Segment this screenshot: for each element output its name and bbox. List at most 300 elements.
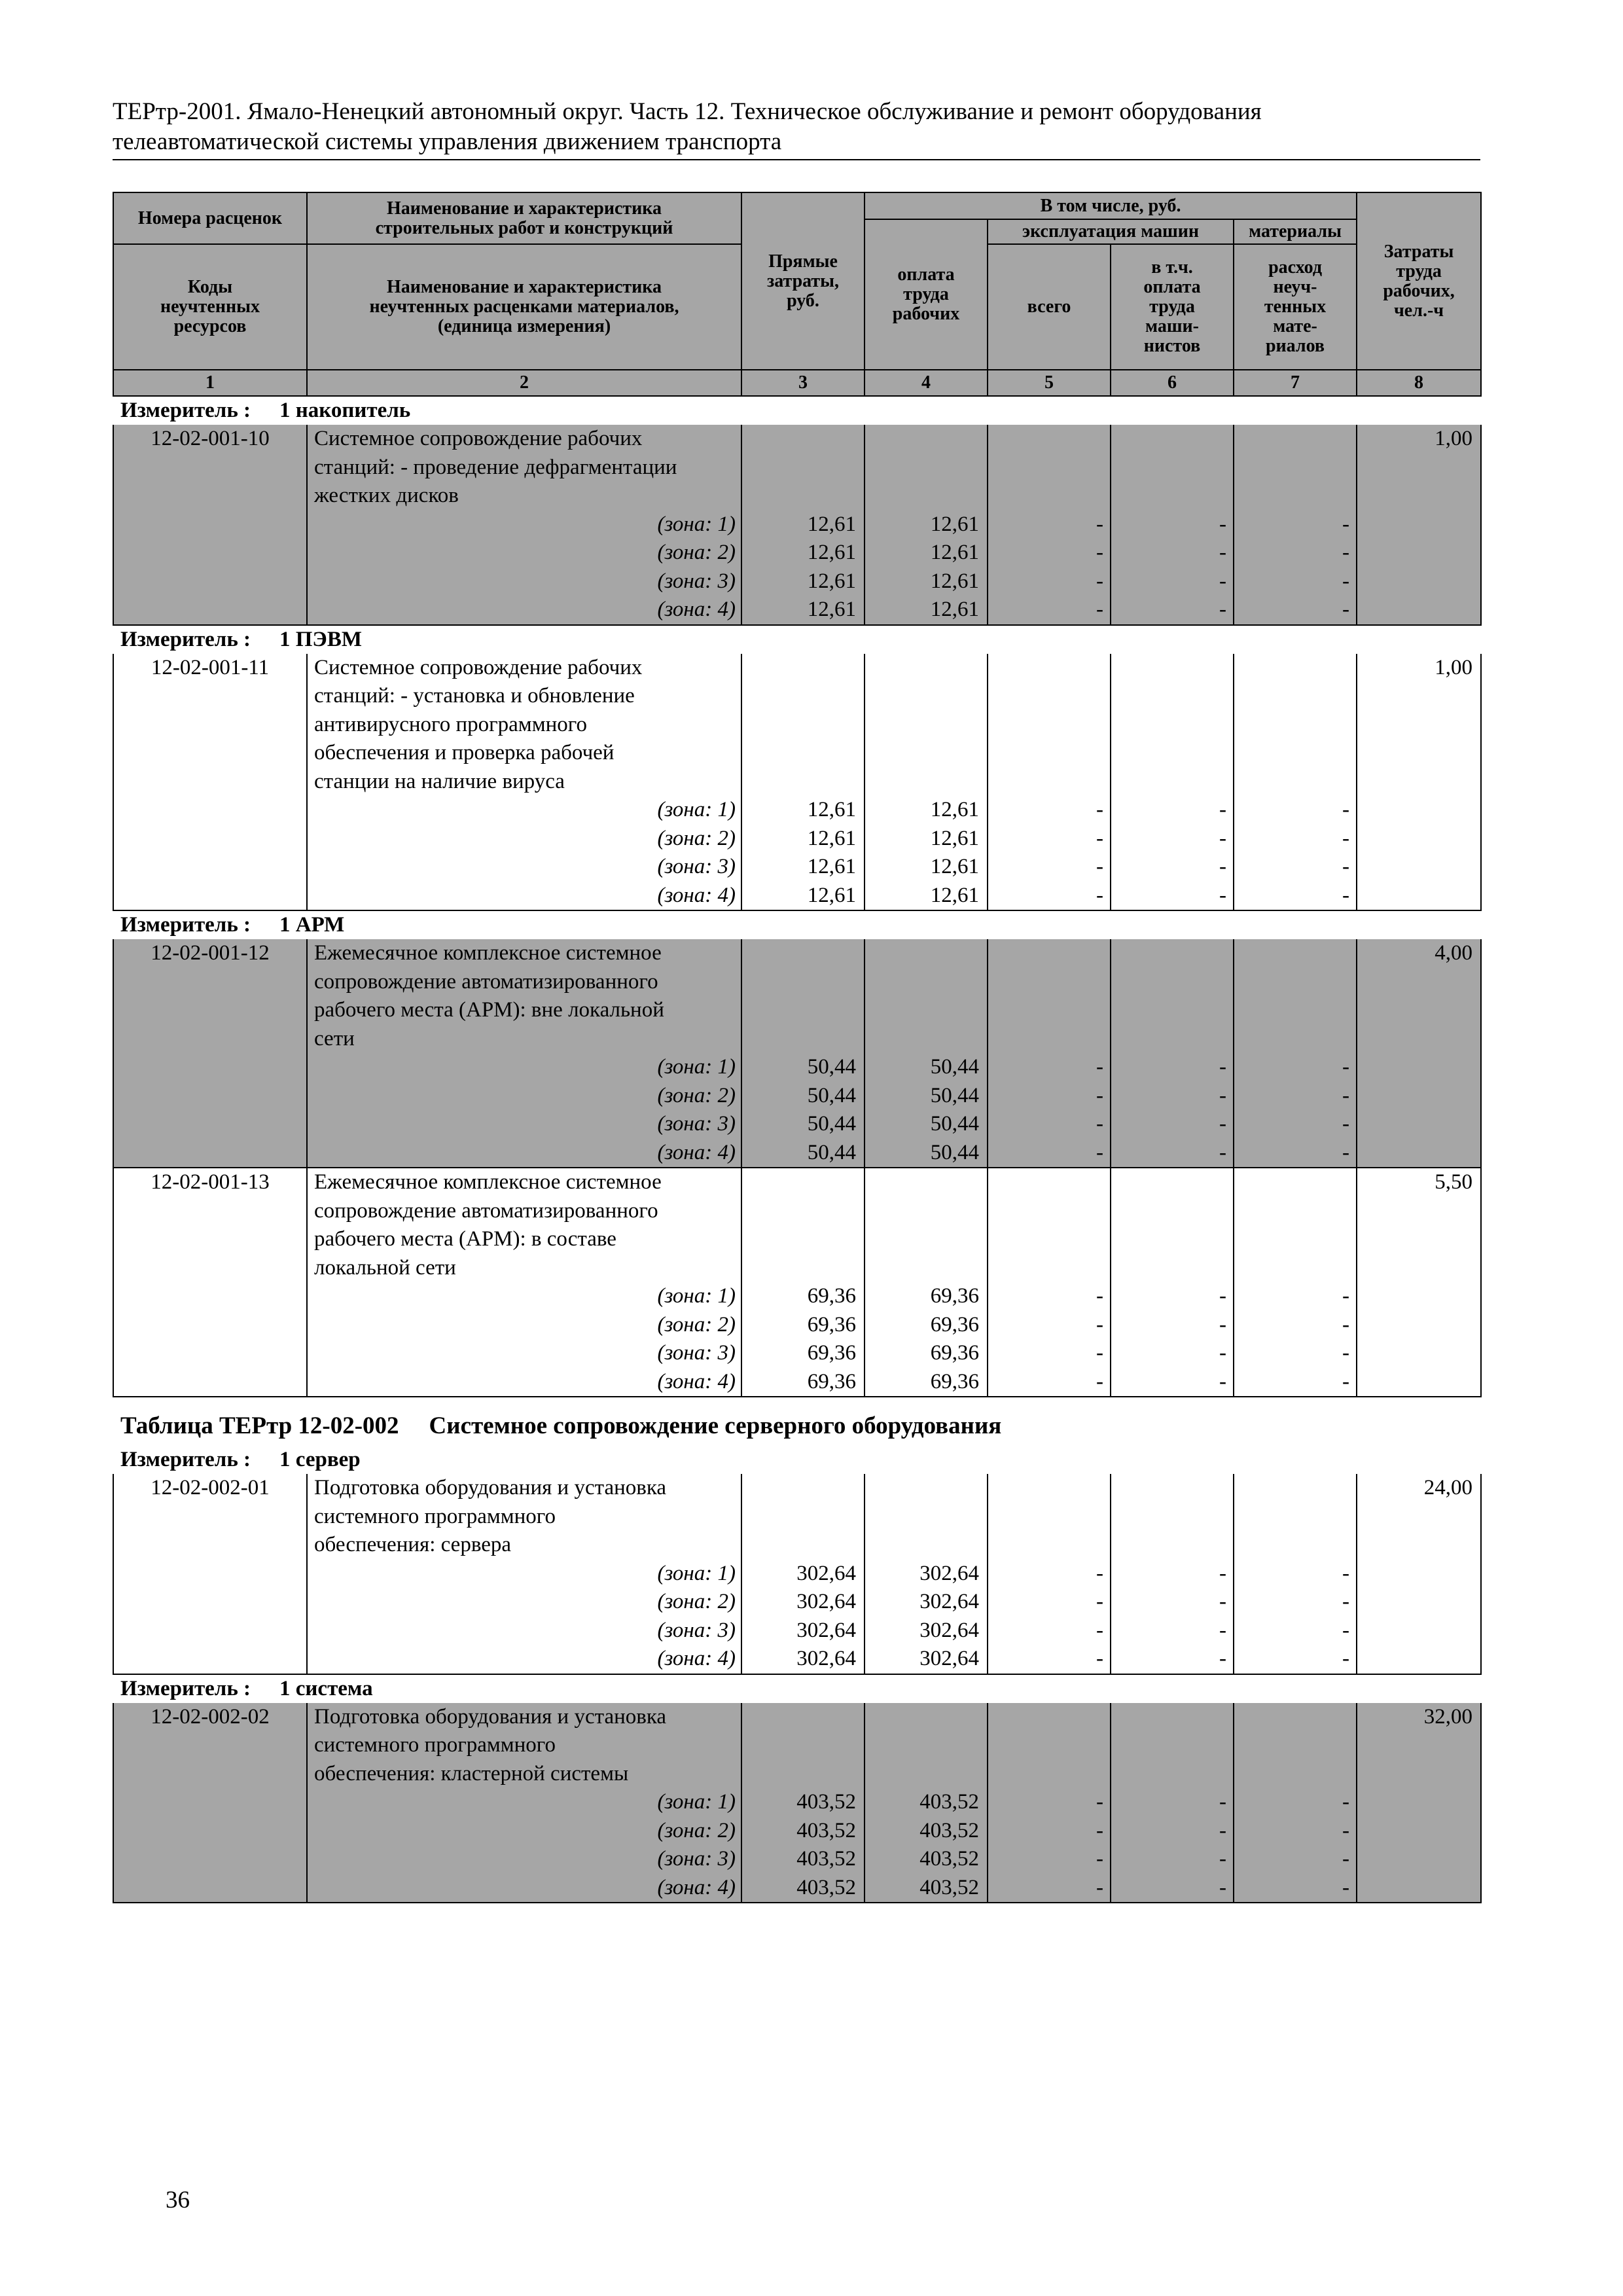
empty-cell bbox=[1357, 825, 1481, 853]
rate-name-line: Ежемесячное комплексное системное bbox=[314, 1170, 662, 1194]
operator-wages-value: - bbox=[1111, 882, 1234, 911]
direct-costs-value: 12,61 bbox=[741, 796, 865, 825]
rate-name bbox=[307, 1474, 741, 1560]
measure-label: Измеритель : bbox=[120, 399, 251, 422]
worker-wages-value: 12,61 bbox=[865, 796, 988, 825]
rate-name-line: системного программного bbox=[314, 1733, 556, 1757]
labor-costs-value: 32,00 bbox=[1357, 1703, 1481, 1789]
zone-row bbox=[113, 1845, 1481, 1874]
machines-total-value: - bbox=[988, 1339, 1111, 1368]
empty-cell bbox=[113, 1617, 307, 1645]
empty-cell bbox=[1357, 1110, 1481, 1139]
rate-name bbox=[307, 1168, 741, 1282]
rate-name bbox=[307, 1703, 741, 1789]
header-worker-wages: оплата труда рабочих bbox=[865, 219, 988, 370]
zone-row bbox=[113, 1110, 1481, 1139]
machines-total-value: - bbox=[988, 539, 1111, 567]
rate-name-line: антивирусного программного bbox=[314, 712, 587, 736]
empty-cell bbox=[1357, 1053, 1481, 1082]
empty-cell bbox=[113, 1788, 307, 1817]
rate-name-line: обеспечения: кластерной системы bbox=[314, 1761, 629, 1785]
worker-wages-value: 302,64 bbox=[865, 1645, 988, 1674]
rate-name-line: системного программного bbox=[314, 1504, 556, 1528]
direct-costs-value: 302,64 bbox=[741, 1617, 865, 1645]
empty-cell bbox=[1357, 1082, 1481, 1111]
empty-cell bbox=[1357, 796, 1481, 825]
empty-cell bbox=[113, 1110, 307, 1139]
zone-row bbox=[113, 796, 1481, 825]
empty-cell bbox=[1234, 654, 1357, 797]
worker-wages-value: 302,64 bbox=[865, 1560, 988, 1588]
rate-code: 12-02-001-12 bbox=[113, 939, 307, 1053]
direct-costs-value: 12,61 bbox=[741, 882, 865, 911]
column-number: 5 bbox=[988, 370, 1111, 396]
header-line-1: ТЕРтр-2001. Ямало-Ненецкий автономный округ. Часть 12. Техническое обслуживание и ремонт оборудования bbox=[113, 98, 1262, 125]
header-operator-wages: в т.ч. оплата труда маши- нистов bbox=[1111, 244, 1234, 370]
measure-line bbox=[113, 911, 1480, 939]
rate-name-line: рабочего места (АРМ): вне локальной bbox=[314, 998, 664, 1022]
empty-cell bbox=[113, 1845, 307, 1874]
empty-cell bbox=[113, 1311, 307, 1340]
machines-total-value: - bbox=[988, 1082, 1111, 1111]
header-direct-costs: Прямые затраты, руб. bbox=[741, 192, 865, 370]
materials-value: - bbox=[1234, 825, 1357, 853]
direct-costs-value: 50,44 bbox=[741, 1053, 865, 1082]
direct-costs-value: 403,52 bbox=[741, 1845, 865, 1874]
rate-entry bbox=[113, 1703, 1482, 1904]
empty-cell bbox=[1357, 567, 1481, 596]
empty-cell bbox=[1111, 1703, 1234, 1789]
operator-wages-value: - bbox=[1111, 1339, 1234, 1368]
operator-wages-value: - bbox=[1111, 1110, 1234, 1139]
materials-value: - bbox=[1234, 796, 1357, 825]
direct-costs-value: 50,44 bbox=[741, 1139, 865, 1168]
empty-cell bbox=[1111, 425, 1234, 511]
operator-wages-value: - bbox=[1111, 1588, 1234, 1617]
worker-wages-value: 302,64 bbox=[865, 1588, 988, 1617]
direct-costs-value: 12,61 bbox=[741, 853, 865, 882]
worker-wages-value: 12,61 bbox=[865, 539, 988, 567]
table-title bbox=[113, 1397, 1480, 1446]
materials-value: - bbox=[1234, 1845, 1357, 1874]
zone-row bbox=[113, 1874, 1481, 1903]
empty-cell bbox=[988, 654, 1111, 797]
empty-cell bbox=[865, 1168, 988, 1282]
worker-wages-value: 50,44 bbox=[865, 1110, 988, 1139]
worker-wages-value: 403,52 bbox=[865, 1817, 988, 1846]
operator-wages-value: - bbox=[1111, 1817, 1234, 1846]
document-header bbox=[113, 97, 1480, 157]
empty-cell bbox=[1234, 939, 1357, 1053]
zone-label: (зона: 2) bbox=[307, 1588, 741, 1617]
operator-wages-value: - bbox=[1111, 1282, 1234, 1311]
rate-description-row bbox=[113, 1703, 1481, 1789]
machines-total-value: - bbox=[988, 567, 1111, 596]
empty-cell bbox=[1357, 1817, 1481, 1846]
empty-cell bbox=[1357, 1588, 1481, 1617]
zone-row bbox=[113, 1588, 1481, 1617]
direct-costs-value: 302,64 bbox=[741, 1588, 865, 1617]
materials-value: - bbox=[1234, 882, 1357, 911]
rate-name-line: рабочего места (АРМ): в составе bbox=[314, 1227, 616, 1251]
worker-wages-value: 12,61 bbox=[865, 882, 988, 911]
empty-cell bbox=[113, 1082, 307, 1111]
rate-name-line: жестких дисков bbox=[314, 484, 459, 507]
empty-cell bbox=[1111, 1168, 1234, 1282]
empty-cell bbox=[1357, 1560, 1481, 1588]
zone-label: (зона: 3) bbox=[307, 1339, 741, 1368]
empty-cell bbox=[1111, 1474, 1234, 1560]
header-materials-consumption: расход неуч- тенных мате- риалов bbox=[1234, 244, 1357, 370]
empty-cell bbox=[113, 825, 307, 853]
operator-wages-value: - bbox=[1111, 1139, 1234, 1168]
page-number: 36 bbox=[166, 2187, 190, 2214]
operator-wages-value: - bbox=[1111, 1560, 1234, 1588]
machines-total-value: - bbox=[988, 1368, 1111, 1397]
zone-label: (зона: 3) bbox=[307, 853, 741, 882]
direct-costs-value: 12,61 bbox=[741, 511, 865, 539]
header-resource-codes: Коды неучтенных ресурсов bbox=[113, 244, 307, 370]
rate-name-line: Подготовка оборудования и установка bbox=[314, 1704, 667, 1729]
rate-code: 12-02-002-02 bbox=[113, 1703, 307, 1789]
empty-cell bbox=[741, 1474, 865, 1560]
machines-total-value: - bbox=[988, 1282, 1111, 1311]
empty-cell bbox=[113, 1368, 307, 1397]
zone-row bbox=[113, 1645, 1481, 1674]
materials-value: - bbox=[1234, 1311, 1357, 1340]
zone-label: (зона: 4) bbox=[307, 1139, 741, 1168]
machines-total-value: - bbox=[988, 1053, 1111, 1082]
machines-total-value: - bbox=[988, 1560, 1111, 1588]
empty-cell bbox=[113, 1560, 307, 1588]
measure-line bbox=[113, 626, 1480, 654]
zone-label: (зона: 4) bbox=[307, 1368, 741, 1397]
zone-row bbox=[113, 1560, 1481, 1588]
zone-label: (зона: 3) bbox=[307, 1110, 741, 1139]
empty-cell bbox=[1357, 596, 1481, 625]
zone-label: (зона: 2) bbox=[307, 539, 741, 567]
zone-row bbox=[113, 1082, 1481, 1111]
empty-cell bbox=[1357, 1788, 1481, 1817]
zone-label: (зона: 4) bbox=[307, 596, 741, 625]
empty-cell bbox=[1357, 853, 1481, 882]
materials-value: - bbox=[1234, 1588, 1357, 1617]
operator-wages-value: - bbox=[1111, 567, 1234, 596]
rate-name-line: Подготовка оборудования и установка bbox=[314, 1476, 667, 1499]
column-number: 8 bbox=[1357, 370, 1481, 396]
zone-row bbox=[113, 539, 1481, 567]
rate-name-line: сопровождение автоматизированного bbox=[314, 1198, 658, 1223]
materials-value: - bbox=[1234, 1817, 1357, 1846]
machines-total-value: - bbox=[988, 1788, 1111, 1817]
column-number: 6 bbox=[1111, 370, 1234, 396]
empty-cell bbox=[113, 1282, 307, 1311]
header-line-2: телеавтоматической системы управления движением транспорта bbox=[113, 128, 782, 155]
rate-name-line: обеспечения и проверка рабочей bbox=[314, 741, 615, 764]
empty-cell bbox=[865, 1474, 988, 1560]
materials-value: - bbox=[1234, 853, 1357, 882]
rate-name-line: станций: - установка и обновление bbox=[314, 684, 635, 708]
worker-wages-value: 12,61 bbox=[865, 567, 988, 596]
empty-cell bbox=[113, 1817, 307, 1846]
machines-total-value: - bbox=[988, 1110, 1111, 1139]
empty-cell bbox=[1357, 1139, 1481, 1168]
empty-cell bbox=[113, 853, 307, 882]
measure-unit: 1 ПЭВМ bbox=[279, 627, 362, 651]
header-rate-number: Номера расценок bbox=[113, 192, 307, 244]
empty-cell bbox=[113, 796, 307, 825]
machines-total-value: - bbox=[988, 596, 1111, 625]
zone-label: (зона: 3) bbox=[307, 567, 741, 596]
empty-cell bbox=[113, 511, 307, 539]
empty-cell bbox=[1111, 939, 1234, 1053]
rate-entry bbox=[113, 939, 1482, 1168]
empty-cell bbox=[1357, 1845, 1481, 1874]
empty-cell bbox=[113, 882, 307, 911]
operator-wages-value: - bbox=[1111, 1053, 1234, 1082]
materials-value: - bbox=[1234, 1082, 1357, 1111]
machines-total-value: - bbox=[988, 825, 1111, 853]
rate-name-line: Системное сопровождение рабочих bbox=[314, 427, 643, 450]
empty-cell bbox=[988, 425, 1111, 511]
direct-costs-value: 69,36 bbox=[741, 1282, 865, 1311]
operator-wages-value: - bbox=[1111, 1645, 1234, 1674]
machines-total-value: - bbox=[988, 1817, 1111, 1846]
empty-cell bbox=[113, 1645, 307, 1674]
materials-value: - bbox=[1234, 1617, 1357, 1645]
direct-costs-value: 403,52 bbox=[741, 1817, 865, 1846]
worker-wages-value: 69,36 bbox=[865, 1339, 988, 1368]
zone-label: (зона: 1) bbox=[307, 1560, 741, 1588]
rate-code: 12-02-001-13 bbox=[113, 1168, 307, 1282]
rate-name-line: Системное сопровождение рабочих bbox=[314, 655, 643, 679]
machines-total-value: - bbox=[988, 1845, 1111, 1874]
rate-name-line: локальной сети bbox=[314, 1255, 456, 1280]
rate-entry bbox=[113, 425, 1482, 626]
empty-cell bbox=[1357, 1617, 1481, 1645]
machines-total-value: - bbox=[988, 882, 1111, 911]
header-material-name: Наименование и характеристика неучтенных расценками материалов, (единица измерения) bbox=[307, 244, 741, 370]
empty-cell bbox=[1357, 1311, 1481, 1340]
labor-costs-value: 1,00 bbox=[1357, 654, 1481, 797]
measure-line bbox=[113, 1675, 1480, 1703]
empty-cell bbox=[113, 1053, 307, 1082]
empty-cell bbox=[113, 1339, 307, 1368]
header-rule bbox=[113, 159, 1480, 160]
direct-costs-value: 69,36 bbox=[741, 1311, 865, 1340]
materials-value: - bbox=[1234, 511, 1357, 539]
worker-wages-value: 50,44 bbox=[865, 1053, 988, 1082]
zone-row bbox=[113, 853, 1481, 882]
empty-cell bbox=[1357, 882, 1481, 911]
zone-row bbox=[113, 1368, 1481, 1397]
empty-cell bbox=[741, 1703, 865, 1789]
worker-wages-value: 50,44 bbox=[865, 1139, 988, 1168]
empty-cell bbox=[1357, 1339, 1481, 1368]
zone-row bbox=[113, 511, 1481, 539]
measure-label: Измеритель : bbox=[120, 913, 251, 937]
direct-costs-value: 302,64 bbox=[741, 1645, 865, 1674]
materials-value: - bbox=[1234, 539, 1357, 567]
empty-cell bbox=[1357, 1368, 1481, 1397]
header-work-name: Наименование и характеристика строительных работ и конструкций bbox=[307, 192, 741, 244]
rate-description-row bbox=[113, 1168, 1481, 1282]
empty-cell bbox=[865, 1703, 988, 1789]
worker-wages-value: 403,52 bbox=[865, 1788, 988, 1817]
worker-wages-value: 403,52 bbox=[865, 1845, 988, 1874]
rate-entries bbox=[113, 397, 1480, 1903]
empty-cell bbox=[113, 1588, 307, 1617]
zone-row bbox=[113, 567, 1481, 596]
direct-costs-value: 403,52 bbox=[741, 1874, 865, 1903]
worker-wages-value: 69,36 bbox=[865, 1368, 988, 1397]
zone-row bbox=[113, 1282, 1481, 1311]
measure-unit: 1 АРМ bbox=[279, 913, 345, 937]
empty-cell bbox=[113, 1874, 307, 1903]
rate-entry bbox=[113, 654, 1482, 912]
empty-cell bbox=[865, 425, 988, 511]
rate-name-line: сопровождение автоматизированного bbox=[314, 969, 658, 994]
machines-total-value: - bbox=[988, 1617, 1111, 1645]
zone-label: (зона: 1) bbox=[307, 511, 741, 539]
zone-label: (зона: 4) bbox=[307, 1874, 741, 1903]
rate-entry bbox=[113, 1474, 1482, 1675]
empty-cell bbox=[1357, 511, 1481, 539]
machines-total-value: - bbox=[988, 511, 1111, 539]
operator-wages-value: - bbox=[1111, 796, 1234, 825]
labor-costs-value: 4,00 bbox=[1357, 939, 1481, 1053]
rate-description-row bbox=[113, 939, 1481, 1053]
labor-costs-value: 24,00 bbox=[1357, 1474, 1481, 1560]
column-header-table bbox=[113, 192, 1482, 397]
header-machines-total: всего bbox=[988, 244, 1111, 370]
zone-label: (зона: 3) bbox=[307, 1845, 741, 1874]
rate-name bbox=[307, 654, 741, 797]
machines-total-value: - bbox=[988, 1874, 1111, 1903]
worker-wages-value: 50,44 bbox=[865, 1082, 988, 1111]
rate-name-line: Ежемесячное комплексное системное bbox=[314, 941, 662, 965]
worker-wages-value: 12,61 bbox=[865, 596, 988, 625]
empty-cell bbox=[1234, 1703, 1357, 1789]
materials-value: - bbox=[1234, 1788, 1357, 1817]
direct-costs-value: 302,64 bbox=[741, 1560, 865, 1588]
table-code: Таблица ТЕРтр 12-02-002 bbox=[120, 1412, 399, 1439]
column-number: 3 bbox=[741, 370, 865, 396]
operator-wages-value: - bbox=[1111, 1617, 1234, 1645]
table-name: Системное сопровождение серверного оборудования bbox=[429, 1412, 1002, 1439]
machines-total-value: - bbox=[988, 1588, 1111, 1617]
empty-cell bbox=[865, 939, 988, 1053]
empty-cell bbox=[113, 1139, 307, 1168]
direct-costs-value: 12,61 bbox=[741, 567, 865, 596]
operator-wages-value: - bbox=[1111, 1845, 1234, 1874]
rate-name-line: станций: - проведение дефрагментации bbox=[314, 455, 677, 479]
zone-label: (зона: 2) bbox=[307, 1082, 741, 1111]
empty-cell bbox=[865, 654, 988, 797]
zone-label: (зона: 1) bbox=[307, 1788, 741, 1817]
zone-label: (зона: 3) bbox=[307, 1617, 741, 1645]
zone-row bbox=[113, 825, 1481, 853]
materials-value: - bbox=[1234, 1282, 1357, 1311]
zone-row bbox=[113, 596, 1481, 625]
empty-cell bbox=[1234, 425, 1357, 511]
zone-label: (зона: 4) bbox=[307, 882, 741, 911]
rate-code: 12-02-002-01 bbox=[113, 1474, 307, 1560]
zone-label: (зона: 4) bbox=[307, 1645, 741, 1674]
measure-label: Измеритель : bbox=[120, 627, 251, 651]
worker-wages-value: 12,61 bbox=[865, 511, 988, 539]
operator-wages-value: - bbox=[1111, 1874, 1234, 1903]
empty-cell bbox=[1357, 1645, 1481, 1674]
empty-cell bbox=[741, 425, 865, 511]
rate-description-row bbox=[113, 425, 1481, 511]
empty-cell bbox=[1111, 654, 1234, 797]
empty-cell bbox=[988, 1703, 1111, 1789]
measure-label: Измеритель : bbox=[120, 1676, 251, 1700]
operator-wages-value: - bbox=[1111, 1082, 1234, 1111]
direct-costs-value: 12,61 bbox=[741, 596, 865, 625]
zone-row bbox=[113, 1617, 1481, 1645]
materials-value: - bbox=[1234, 1110, 1357, 1139]
operator-wages-value: - bbox=[1111, 1788, 1234, 1817]
empty-cell bbox=[113, 567, 307, 596]
materials-value: - bbox=[1234, 1139, 1357, 1168]
materials-value: - bbox=[1234, 1645, 1357, 1674]
zone-row bbox=[113, 1817, 1481, 1846]
header-labor-costs: Затраты труда рабочих, чел.-ч bbox=[1357, 192, 1481, 370]
labor-costs-value: 5,50 bbox=[1357, 1168, 1481, 1282]
rate-name bbox=[307, 939, 741, 1053]
zone-row bbox=[113, 1139, 1481, 1168]
rate-name bbox=[307, 425, 741, 511]
worker-wages-value: 403,52 bbox=[865, 1874, 988, 1903]
rate-code: 12-02-001-10 bbox=[113, 425, 307, 511]
materials-value: - bbox=[1234, 1874, 1357, 1903]
operator-wages-value: - bbox=[1111, 539, 1234, 567]
empty-cell bbox=[741, 1168, 865, 1282]
empty-cell bbox=[1357, 539, 1481, 567]
direct-costs-value: 69,36 bbox=[741, 1339, 865, 1368]
rate-entry bbox=[113, 1168, 1482, 1397]
rate-name-line: сети bbox=[314, 1026, 355, 1050]
operator-wages-value: - bbox=[1111, 511, 1234, 539]
measure-unit: 1 накопитель bbox=[279, 399, 411, 422]
materials-value: - bbox=[1234, 1560, 1357, 1588]
column-number: 1 bbox=[113, 370, 307, 396]
rate-name-line: станции на наличие вируса bbox=[314, 769, 565, 793]
machines-total-value: - bbox=[988, 853, 1111, 882]
rate-code: 12-02-001-11 bbox=[113, 654, 307, 797]
materials-value: - bbox=[1234, 1339, 1357, 1368]
rate-description-row bbox=[113, 1474, 1481, 1560]
empty-cell bbox=[1234, 1168, 1357, 1282]
empty-cell bbox=[113, 539, 307, 567]
materials-value: - bbox=[1234, 596, 1357, 625]
header-machine-operation: эксплуатация машин bbox=[988, 219, 1234, 244]
zone-row bbox=[113, 1788, 1481, 1817]
worker-wages-value: 12,61 bbox=[865, 825, 988, 853]
rate-name-line: обеспечения: сервера bbox=[314, 1533, 511, 1556]
empty-cell bbox=[988, 1474, 1111, 1560]
measure-label: Измеритель : bbox=[120, 1448, 251, 1471]
worker-wages-value: 69,36 bbox=[865, 1311, 988, 1340]
measure-line bbox=[113, 1446, 1480, 1474]
zone-row bbox=[113, 1339, 1481, 1368]
zone-row bbox=[113, 882, 1481, 911]
zone-row bbox=[113, 1311, 1481, 1340]
machines-total-value: - bbox=[988, 1645, 1111, 1674]
operator-wages-value: - bbox=[1111, 853, 1234, 882]
